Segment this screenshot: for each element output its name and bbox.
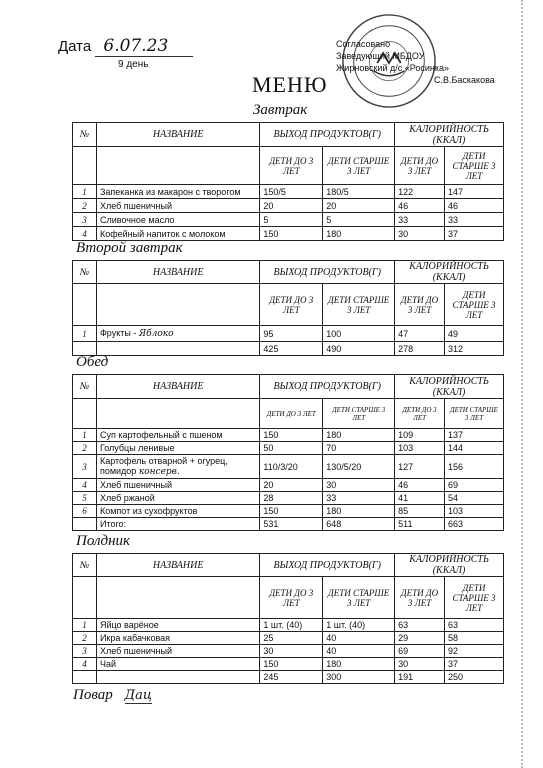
total-row: 425 490 278 312 (73, 342, 504, 356)
cook-signature-row (73, 687, 152, 704)
date-label: Дата (58, 38, 92, 55)
table-row: 3 Сливочное масло 5 5 33 33 (73, 213, 504, 227)
snack-table: № НАЗВАНИЕ ВЫХОД ПРОДУКТОВ(Г) КАЛОРИЙНОСТЬ (ККАЛ) ДЕТИ ДО 3 ЛЕТ ДЕТИ СТАРШЕ 3 ЛЕТ ДЕТИ ДО 3 ЛЕТ ДЕТИ СТАРШЕ 3 ЛЕТ 1 Яйцо варёное 1 шт. (40) 1 шт. (40) 63 63 2 Икра кабачковая 25 40 29 58 3 Хлеб пшеничный 30 40 69 92 4 Чай 150 180 30 37 245 300 191 250 (72, 553, 504, 684)
section-title-lunch: Обед (76, 354, 109, 370)
col-name: НАЗВАНИЕ (96, 123, 259, 147)
section-title-breakfast: Завтрак (253, 102, 308, 118)
total-row: Итого: 531 648 511 663 (73, 518, 504, 531)
col-calories: КАЛОРИЙНОСТЬ (ККАЛ) (395, 123, 504, 147)
col-under3: ДЕТИ ДО 3 ЛЕТ (395, 147, 445, 185)
table-row: 2 Голубцы ленивые 50 70 103 144 (73, 442, 504, 455)
lunch-table: № НАЗВАНИЕ ВЫХОД ПРОДУКТОВ(Г) КАЛОРИЙНОСТЬ (ККАЛ) ДЕТИ ДО 3 ЛЕТ ДЕТИ СТАРШЕ 3 ЛЕТ ДЕТИ ДО 3 ЛЕТ ДЕТИ СТАРШЕ 3 ЛЕТ 1 Суп картофельный с пшеном 150 180 109 137 2 Голубцы ленивые 50 70 103 144 3 Картофель отварной + огурец, помидор консерв. 110/3/20 130/5/20 127 156 4 Хлеб пшеничный 20 30 46 69 5 Хлеб ржаной 28 33 41 54 6 Компот из сухофруктов 150 180 85 103 Итого: 531 648 511 663 (72, 374, 504, 531)
page-edge-decoration (521, 0, 535, 768)
approval-line-1: Согласовано (336, 39, 391, 49)
col-over3: ДЕТИ СТАРШЕ 3 ЛЕТ (323, 147, 395, 185)
breakfast-table (72, 122, 504, 241)
cook-label: Повар (73, 687, 113, 703)
table-row: 6 Компот из сухофруктов 150 180 85 103 (73, 505, 504, 518)
table-row: 3 Картофель отварной + огурец, помидор консерв. 110/3/20 130/5/20 127 156 (73, 455, 504, 479)
table-row: 1 Запеканка из макарон с творогом 150/5 180/5 122 147 (73, 185, 504, 199)
section-title-snack: Полдник (76, 533, 131, 549)
date-value: 6.07.23 (95, 36, 193, 57)
table-row: 4 Хлеб пшеничный 20 30 46 69 (73, 479, 504, 492)
table-row: 1 Фрукты - Яблоко 95 100 47 49 (73, 326, 504, 342)
day-label: 9 день (118, 59, 149, 70)
section-title-second-breakfast: Второй завтрак (76, 240, 183, 256)
total-row: 245 300 191 250 (73, 671, 504, 684)
approval-line-4: С.В.Баскакова (434, 75, 495, 85)
approval-block (336, 38, 516, 86)
table-row: 3 Хлеб пшеничный 30 40 69 92 (73, 645, 504, 658)
handwritten-note: консерв. (138, 467, 180, 477)
table-row: 1 Яйцо варёное 1 шт. (40) 1 шт. (40) 63 63 (73, 619, 504, 632)
second-breakfast-table: № НАЗВАНИЕ ВЫХОД ПРОДУКТОВ(Г) КАЛОРИЙНОСТЬ (ККАЛ) ДЕТИ ДО 3 ЛЕТ ДЕТИ СТАРШЕ 3 ЛЕТ ДЕТИ ДО 3 ЛЕТ ДЕТИ СТАРШЕ 3 ЛЕТ 1 Фрукты - Яблоко 95 100 47 49 425 490 278 312 (72, 260, 504, 356)
table-row: 2 Икра кабачковая 25 40 29 58 (73, 632, 504, 645)
cook-signature: Дац (124, 688, 152, 703)
table-row: 4 Чай 150 180 30 37 (73, 658, 504, 671)
col-output: ВЫХОД ПРОДУКТОВ(Г) (260, 123, 395, 147)
handwritten-fruit: Яблоко (138, 329, 174, 339)
page-title: МЕНЮ (252, 72, 328, 97)
approval-line-3: Жирновский д/с «Росинка» (336, 63, 450, 73)
approval-line-2: Заведующий МБДОУ (336, 51, 425, 61)
date-row (58, 36, 193, 57)
table-row: 2 Хлеб пшеничный 20 20 46 46 (73, 199, 504, 213)
table-row: 5 Хлеб ржаной 28 33 41 54 (73, 492, 504, 505)
table-row: 1 Суп картофельный с пшеном 150 180 109 137 (73, 429, 504, 442)
col-under3: ДЕТИ ДО 3 ЛЕТ (260, 147, 323, 185)
col-over3: ДЕТИ СТАРШЕ 3 ЛЕТ (445, 147, 504, 185)
col-no: № (73, 123, 97, 147)
table-row: 4 Кофейный напиток с молоком 150 180 30 37 (73, 227, 504, 241)
